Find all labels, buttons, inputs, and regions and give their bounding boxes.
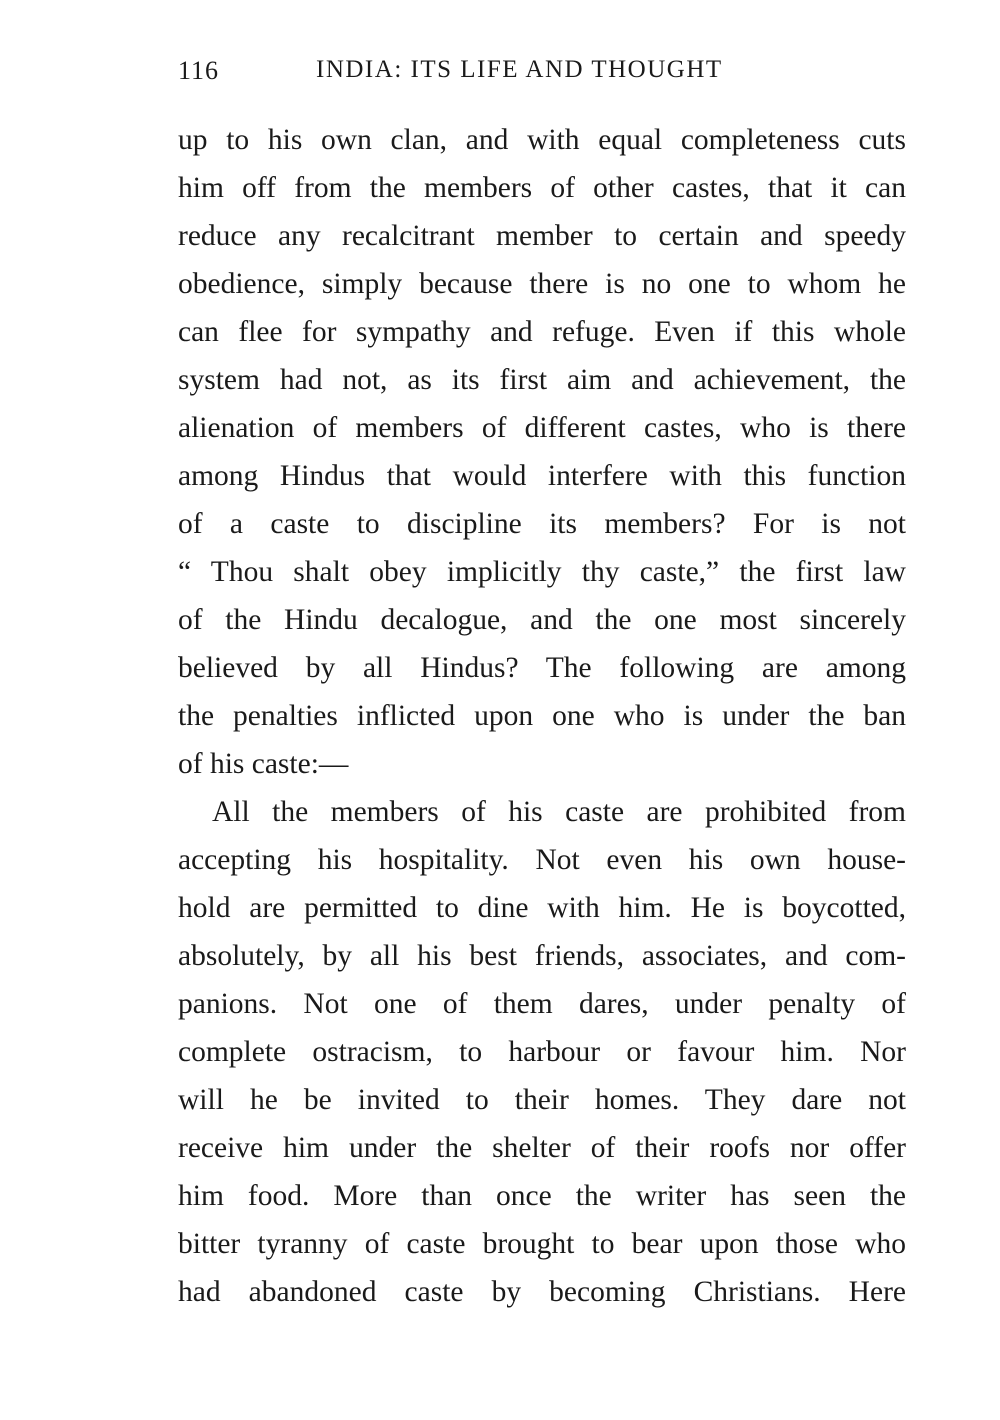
page-number: 116 [178, 56, 220, 85]
text-line: him food. More than once the writer has seen the [178, 1180, 906, 1212]
text-line: alienation of members of different castes, who is there [178, 412, 906, 444]
text-line: believed by all Hindus? The following are among [178, 652, 906, 684]
text-line: of the Hindu decalogue, and the one most sincerely [178, 604, 906, 636]
text-line: can flee for sympathy and refuge. Even if this whole [178, 316, 906, 348]
text-line: receive him under the shelter of their roofs nor offer [178, 1132, 906, 1164]
text-line: him off from the members of other castes, that it can [178, 172, 906, 204]
body-text [178, 116, 906, 1316]
text-line: hold are permitted to dine with him. He is boycotted, [178, 892, 906, 924]
text-line: will he be invited to their homes. They dare not [178, 1084, 906, 1116]
running-head [178, 56, 908, 92]
text-line: among Hindus that would interfere with this function [178, 460, 906, 492]
text-line: panions. Not one of them dares, under penalty of [178, 988, 906, 1020]
text-line: the penalties inflicted upon one who is under the ban [178, 700, 906, 732]
text-line: “ Thou shalt obey implicitly thy caste,” the first law [178, 556, 906, 588]
text-line: of a caste to discipline its members? For is not [178, 508, 906, 540]
text-line: bitter tyranny of caste brought to bear upon those who [178, 1228, 906, 1260]
text-line: system had not, as its first aim and achievement, the [178, 364, 906, 396]
text-line: complete ostracism, to harbour or favour him. Nor [178, 1036, 906, 1068]
text-line: obedience, simply because there is no one to whom he [178, 268, 906, 300]
text-line: All the members of his caste are prohibited from [212, 796, 906, 828]
text-line: had abandoned caste by becoming Christians. Here [178, 1276, 906, 1308]
text-line: absolutely, by all his best friends, associates, and com- [178, 940, 906, 972]
text-line: of his caste:— [178, 748, 349, 780]
text-line: accepting his hospitality. Not even his own house- [178, 844, 906, 876]
text-line: up to his own clan, and with equal completeness cuts [178, 124, 906, 156]
running-title: INDIA: ITS LIFE AND THOUGHT [316, 56, 723, 83]
text-line: reduce any recalcitrant member to certain and speedy [178, 220, 906, 252]
